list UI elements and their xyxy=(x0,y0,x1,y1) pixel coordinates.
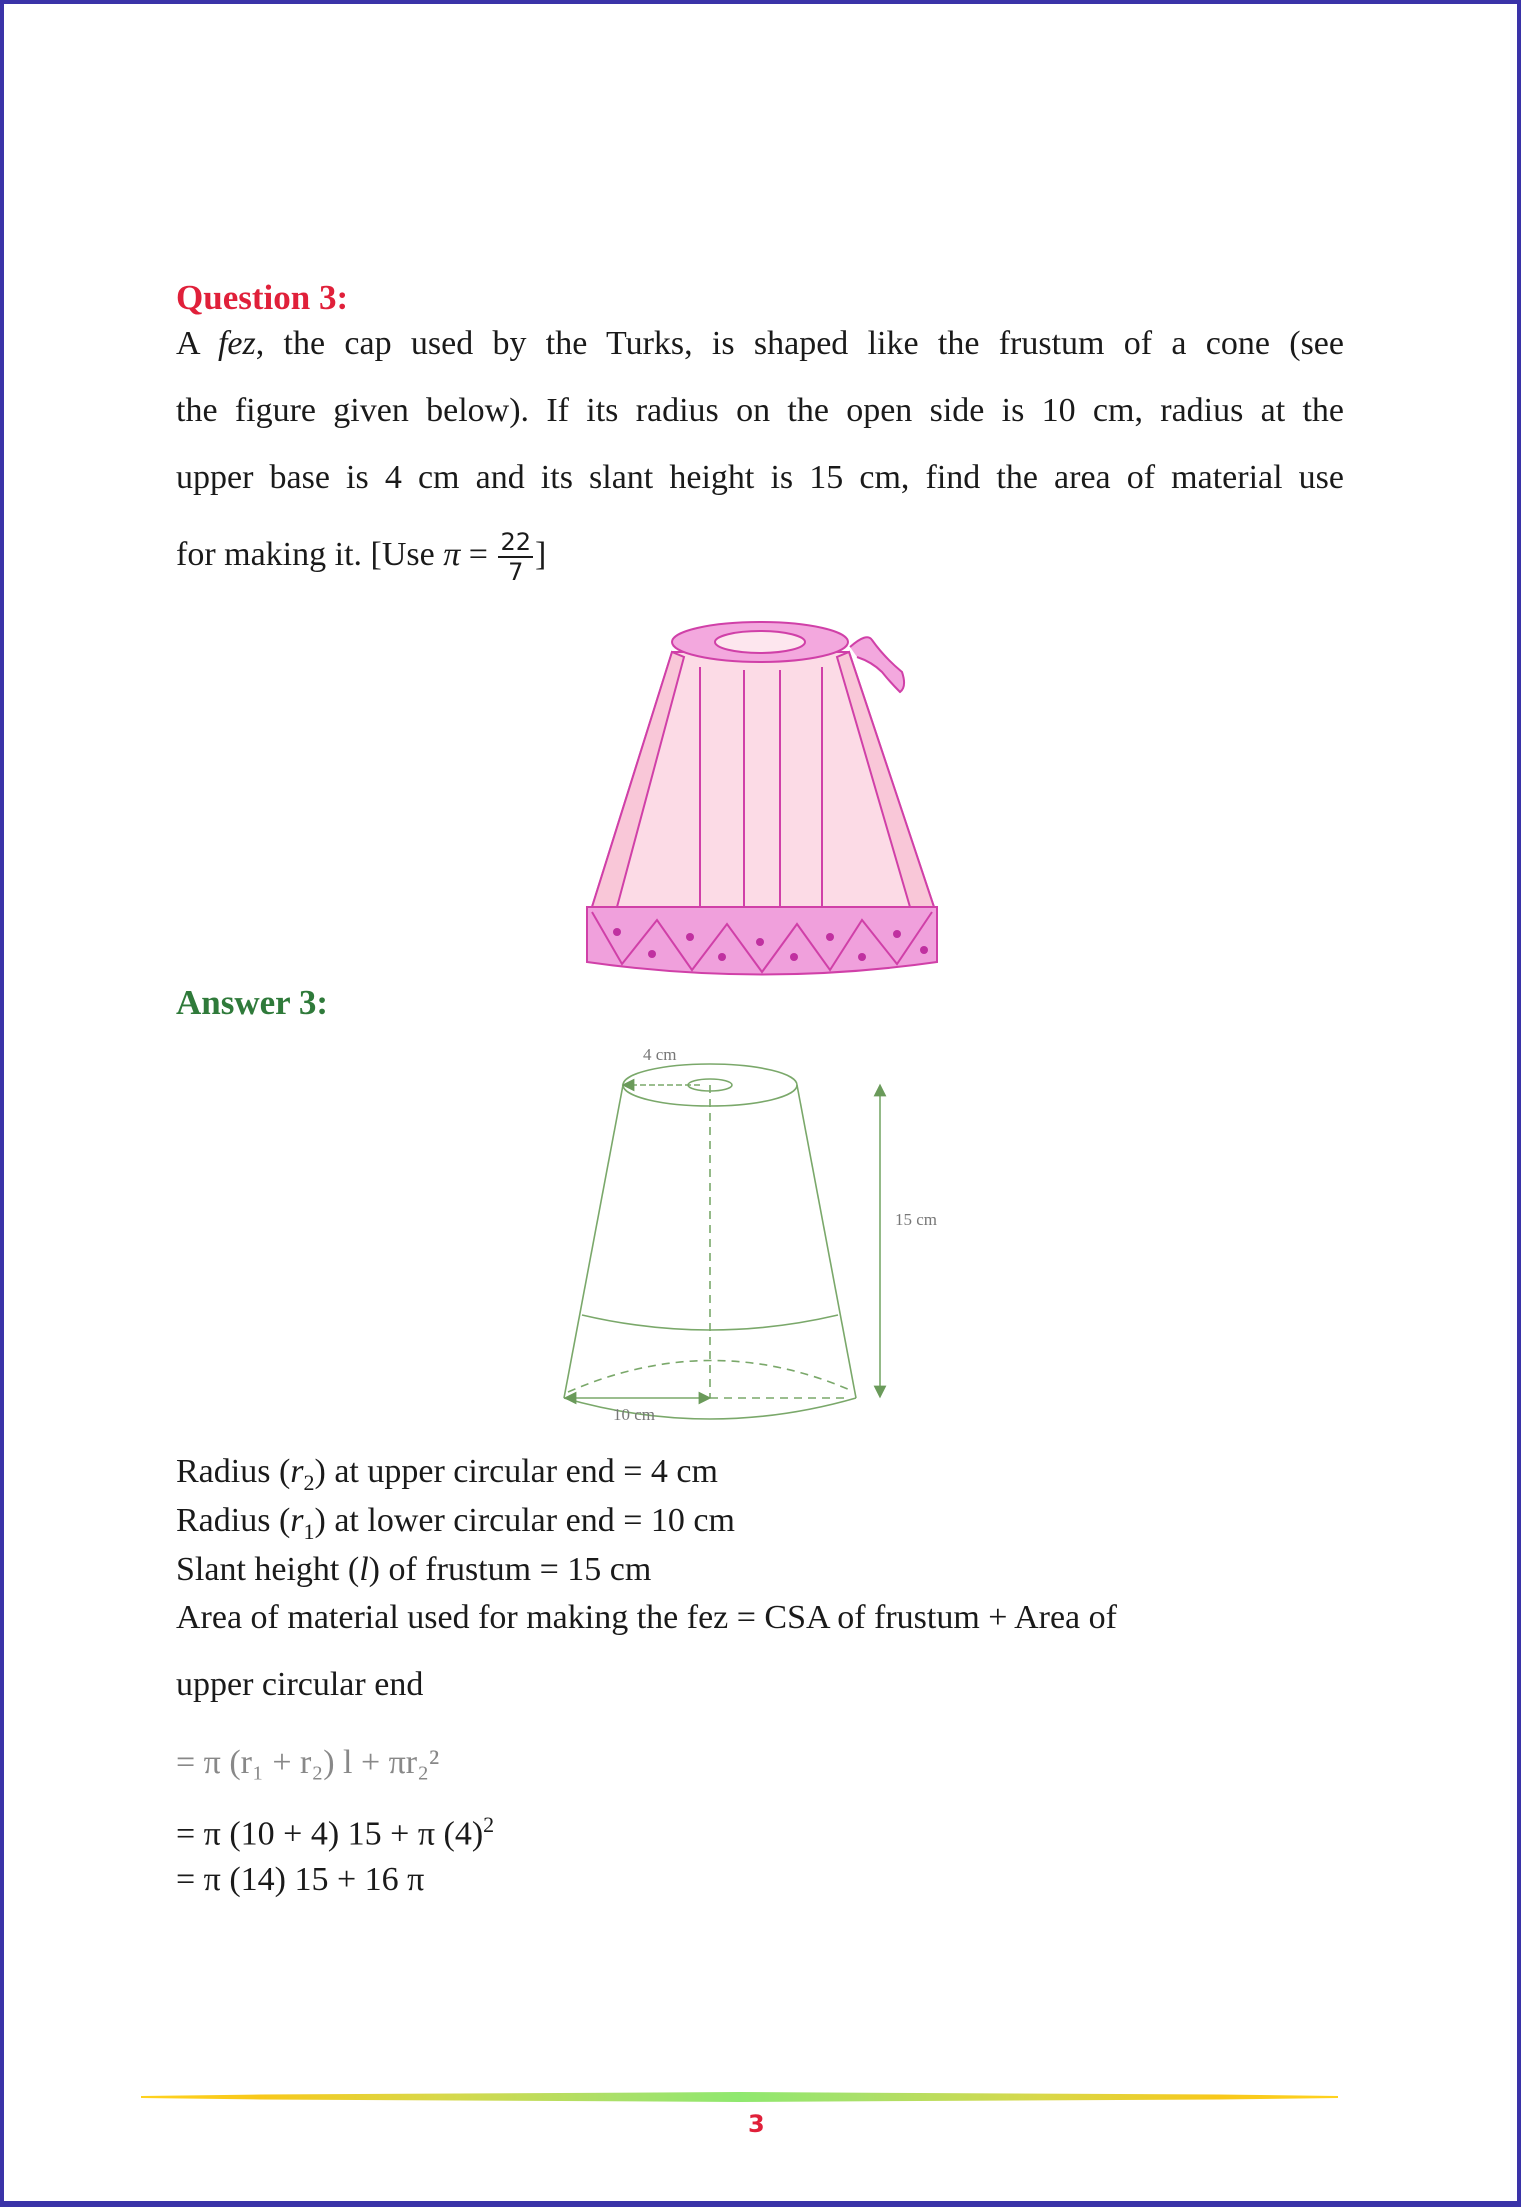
fraction-22-7: $\frac{22}{7}$ xyxy=(500,528,531,586)
fez-illustration xyxy=(572,612,952,982)
frustum-diagram xyxy=(550,1030,1000,1430)
question-heading: Question 3: xyxy=(176,278,349,317)
question-line-2: the figure given below). If its radius on the open side is 10 cm, radius at the xyxy=(176,392,1344,429)
answer-line-r2: Radius $(r_2)$ at upper circular end = 4 cm xyxy=(176,1453,718,1495)
label-bottom-radius: 10 cm xyxy=(613,1405,656,1424)
formula-line: = π (r₁ + r₂) l + πr₂² xyxy=(176,1744,440,1781)
answer-line-r1: Radius $(r_1)$ at lower circular end = 10 cm xyxy=(176,1502,735,1544)
label-slant-height: 15 cm xyxy=(895,1210,938,1229)
step-1: = π (10 + 4) 15 + π $(4)^2$ xyxy=(176,1812,495,1853)
question-line-4: for making it. [Use π = $\frac{22}{7}$ ] xyxy=(176,528,547,586)
question-line-3: upper base is 4 cm and its slant height is 15 cm, find the area of material use xyxy=(176,459,1344,496)
answer-line-area-2: upper circular end xyxy=(176,1666,424,1703)
question-line-1: A fez, the cap used by the Turks, is shaped like the frustum of a cone (see xyxy=(176,325,1344,362)
answer-line-slant: Slant height (l) of frustum = 15 cm xyxy=(176,1551,652,1588)
answer-line-area-1: Area of material used for making the fez = CSA of frustum + Area of xyxy=(176,1599,1117,1636)
answer-heading: Answer 3: xyxy=(176,983,328,1022)
step-2: = π (14) 15 + 16 π xyxy=(176,1861,425,1898)
label-top-radius: 4 cm xyxy=(643,1045,677,1064)
page-number: 3 xyxy=(748,2110,765,2138)
